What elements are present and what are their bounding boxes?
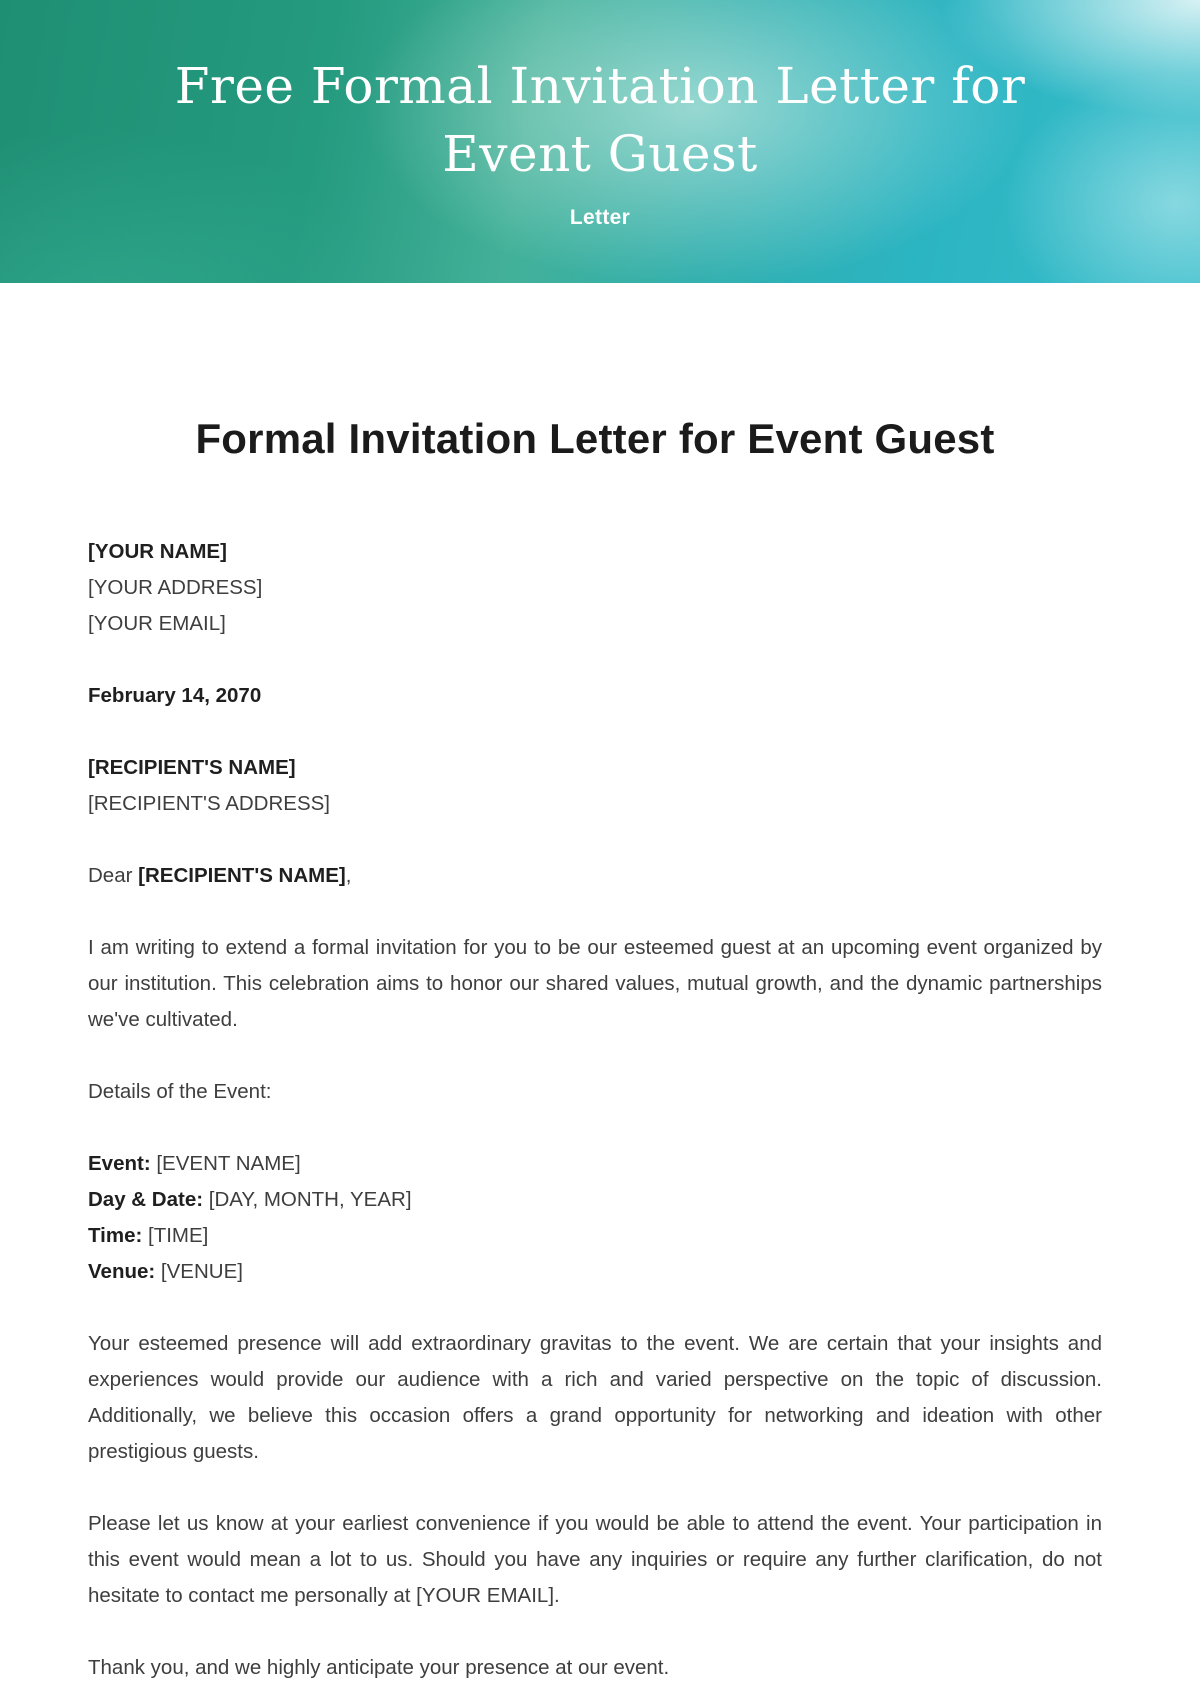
paragraph-presence: Your esteemed presence will add extraordinary gravitas to the event. We are certain that your insights and experiences would provide our audience with a rich and varied perspective on the topic of discussion. Additionally, we believe this occasion offers a grand opportunity for networking and ideation with other prestigious guests. xyxy=(88,1332,1102,1463)
sender-block xyxy=(88,534,1102,642)
sender-email: [YOUR EMAIL] xyxy=(88,612,226,635)
closing-line: Thank you, and we highly anticipate your presence at our event. xyxy=(88,1656,670,1679)
salutation-suffix: , xyxy=(345,864,352,887)
letter-date: February 14, 2070 xyxy=(88,684,262,707)
event-detail-label: Day & Date: xyxy=(88,1188,204,1211)
event-detail-value: [EVENT NAME] xyxy=(150,1152,301,1175)
recipient-name xyxy=(88,750,1102,786)
header-banner xyxy=(0,0,1200,283)
banner-title xyxy=(175,52,1025,188)
event-detail-row xyxy=(88,1182,1102,1218)
recipient-address: [RECIPIENT'S ADDRESS] xyxy=(88,792,330,815)
salutation xyxy=(88,858,1102,894)
date-block xyxy=(88,678,1102,714)
event-detail-label: Event: xyxy=(88,1152,151,1175)
event-detail-row xyxy=(88,1254,1102,1290)
sender-name-text: [YOUR NAME] xyxy=(88,540,227,563)
recipient-name-text: [RECIPIENT'S NAME] xyxy=(88,756,296,779)
banner-title-line2: Event Guest xyxy=(442,125,758,183)
event-detail-value: [DAY, MONTH, YEAR] xyxy=(203,1188,412,1211)
event-detail-value: [TIME] xyxy=(142,1224,209,1247)
paragraph-introduction: I am writing to extend a formal invitation for you to be our esteemed guest at an upcoming event organized by our institution. This celebration aims to honor our shared values, mutual growth, and the dynamic partnerships we've cultivated. xyxy=(88,936,1102,1031)
event-detail-value: [VENUE] xyxy=(155,1260,243,1283)
event-details-list xyxy=(88,1146,1102,1290)
document-title: Formal Invitation Letter for Event Guest xyxy=(195,415,995,462)
event-detail-label: Time: xyxy=(88,1224,143,1247)
event-detail-row xyxy=(88,1218,1102,1254)
sender-name xyxy=(88,534,1102,570)
salutation-name: [RECIPIENT'S NAME] xyxy=(138,864,346,887)
recipient-block xyxy=(88,750,1102,822)
salutation-prefix: Dear xyxy=(88,864,139,887)
paragraph-rsvp: Please let us know at your earliest convenience if you would be able to attend the event. Your participation in this event would mean a lot to us. Should you have any inquiries or require any further clarification, do not hesitate to contact me personally at [YOUR EMAIL]. xyxy=(88,1512,1102,1607)
letter-document xyxy=(0,414,1200,1686)
event-detail-row xyxy=(88,1146,1102,1182)
banner-subtitle: Letter xyxy=(569,206,631,229)
sender-address: [YOUR ADDRESS] xyxy=(88,576,263,599)
details-label: Details of the Event: xyxy=(88,1080,272,1103)
banner-title-line1: Free Formal Invitation Letter for xyxy=(174,57,1026,115)
event-detail-label: Venue: xyxy=(88,1260,156,1283)
